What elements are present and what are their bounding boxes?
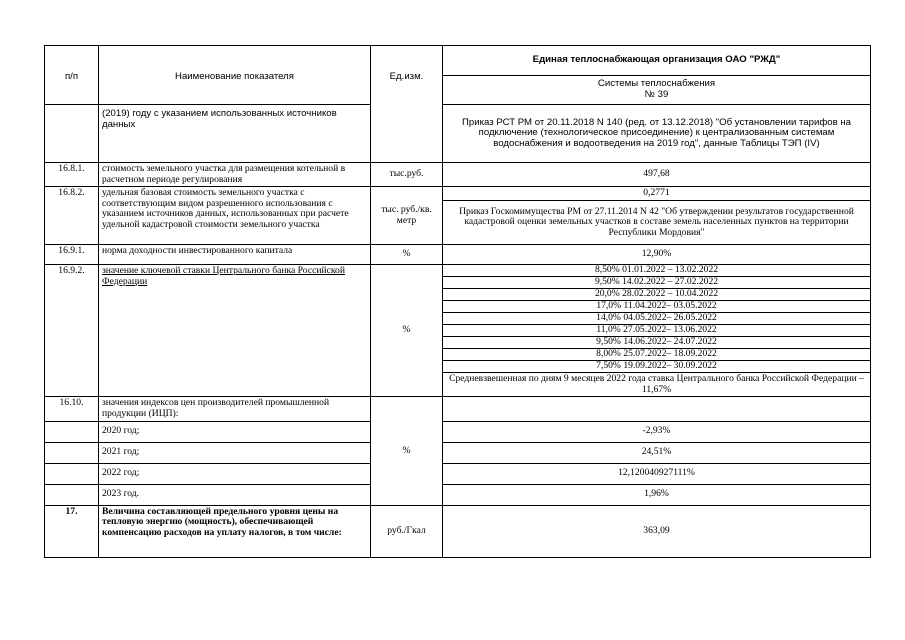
row-value: 12,90% xyxy=(443,245,871,265)
key-rate: 11,0% 27.05.2022– 13.06.2022 xyxy=(443,325,871,337)
row-value: 0,2771 xyxy=(443,187,871,201)
row-value: 363,09 xyxy=(443,505,871,557)
row-16-8-2 xyxy=(45,187,871,201)
ippi-year: 2020 год; xyxy=(99,421,371,442)
continued-num-cell xyxy=(45,105,99,163)
header-system-number: № 39 xyxy=(644,89,669,100)
document-page xyxy=(44,45,870,558)
ippi-year-row xyxy=(45,484,871,505)
row-source: Приказ Госкомимущества РМ от 27.11.2014 N 42 "Об утверждении результатов государственной кадастровой оценки земельных участков в составе земель населенных пунктов на территории Республики Мордовия" xyxy=(443,201,871,245)
row-unit: тыс. руб./кв. метр xyxy=(371,187,443,245)
ippi-year-row xyxy=(45,421,871,442)
weighted-key-rate: Средневзвешенная по дням 9 месяцев 2022 года ставка Центрального банка Российской Федерации – 11,67% xyxy=(443,373,871,397)
header-system xyxy=(443,76,871,105)
row-number: 16.10. xyxy=(45,397,99,421)
row-unit: % xyxy=(371,265,443,397)
row-number: 16.9.1. xyxy=(45,245,99,265)
key-rate: 9,50% 14.06.2022– 24.07.2022 xyxy=(443,337,871,349)
ippi-year: 2023 год. xyxy=(99,484,371,505)
ippi-year-row xyxy=(45,442,871,463)
row-number: 16.8.1. xyxy=(45,163,99,187)
header-num-col: п/п xyxy=(45,46,99,105)
header-org: Единая теплоснабжающая организация ОАО "РЖД" xyxy=(443,46,871,76)
row-name: стоимость земельного участка для размещения котельной в расчетном периоде регулирования xyxy=(99,163,371,187)
continued-text: (2019) году с указанием использованных источников данных xyxy=(99,105,371,163)
empty-num-cell xyxy=(45,484,99,505)
tariff-table xyxy=(44,45,871,558)
key-rate: 17,0% 11.04.2022– 03.05.2022 xyxy=(443,301,871,313)
row-16-9-2 xyxy=(45,265,871,277)
row-value-empty xyxy=(443,397,871,421)
order-source: Приказ РСТ РМ от 20.11.2018 N 140 (ред. от 13.12.2018) "Об установлении тарифов на подключение (технологическое присоединение) к централизованным системам водоснабжения и водоотведения на 2019 год", данные Таблицы ТЭП (IV) xyxy=(443,105,871,163)
row-name: значение ключевой ставки Центрального банка Российской Федерации xyxy=(102,265,345,287)
key-rate: 8,50% 01.01.2022 – 13.02.2022 xyxy=(443,265,871,277)
key-rate: 14,0% 04.05.2022– 26.05.2022 xyxy=(443,313,871,325)
row-name: удельная базовая стоимость земельного участка с соответствующим видом разрешенного использования с указанием источников данных, использованных при расчете удельной кадастровой стоимости земельного участка xyxy=(99,187,371,245)
key-rate: 8,00% 25.07.2022– 18.09.2022 xyxy=(443,349,871,361)
ippi-year: 2022 год; xyxy=(99,463,371,484)
row-unit: % xyxy=(371,245,443,265)
header-row xyxy=(45,46,871,76)
row-17 xyxy=(45,505,871,557)
row-16-8-1 xyxy=(45,163,871,187)
key-rate: 7,50% 19.09.2022– 30.09.2022 xyxy=(443,361,871,373)
header-system-label: Системы теплоснабжения xyxy=(597,78,716,90)
row-number: 16.8.2. xyxy=(45,187,99,245)
ippi-value: 24,51% xyxy=(443,442,871,463)
key-rate: 20,0% 28.02.2022 – 10.04.2022 xyxy=(443,289,871,301)
row-name: значения индексов цен производителей промышленной продукции (ИЦП): xyxy=(99,397,371,421)
ippi-year-row xyxy=(45,463,871,484)
header-name-col: Наименование показателя xyxy=(99,46,371,105)
row-unit: % xyxy=(371,397,443,505)
ippi-value: -2,93% xyxy=(443,421,871,442)
row-unit: руб./Гкал xyxy=(371,505,443,557)
empty-num-cell xyxy=(45,421,99,442)
row-name: Величина составляющей предельного уровня цены на тепловую энергию (мощность), обеспечивающей компенсацию расходов на уплату налогов, в том числе: xyxy=(99,505,371,557)
key-rate: 9,50% 14.02.2022 – 27.02.2022 xyxy=(443,277,871,289)
row-number: 17. xyxy=(45,505,99,557)
row-value: 497,68 xyxy=(443,163,871,187)
header-unit-col: Ед.изм. xyxy=(371,46,443,163)
row-16-9-1 xyxy=(45,245,871,265)
ippi-value: 1,96% xyxy=(443,484,871,505)
row-name: норма доходности инвестированного капитала xyxy=(99,245,371,265)
ippi-year: 2021 год; xyxy=(99,442,371,463)
row-unit: тыс.руб. xyxy=(371,163,443,187)
empty-num-cell xyxy=(45,442,99,463)
ippi-value: 12,120040927111% xyxy=(443,463,871,484)
empty-num-cell xyxy=(45,463,99,484)
row-16-10 xyxy=(45,397,871,421)
row-number: 16.9.2. xyxy=(45,265,99,397)
